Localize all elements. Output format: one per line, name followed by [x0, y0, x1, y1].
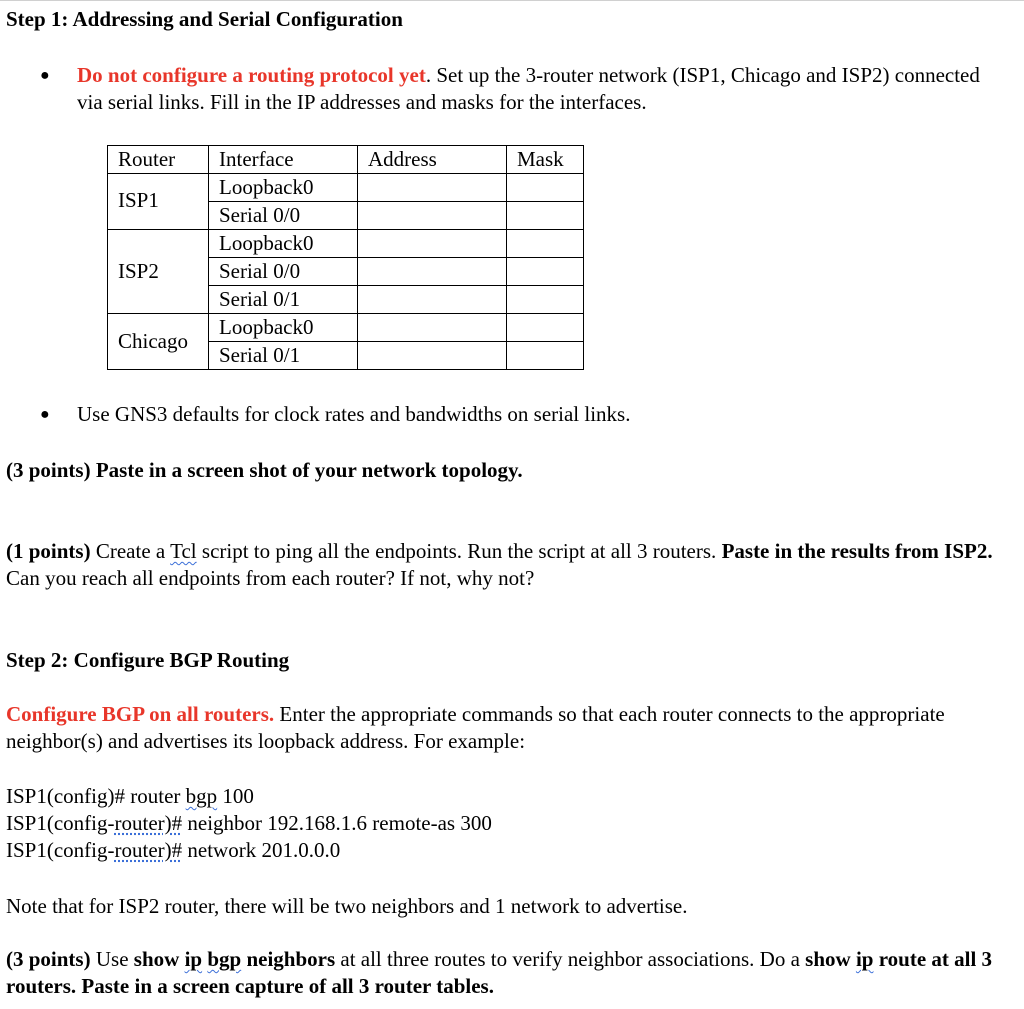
table-row [108, 174, 584, 202]
cmd-text: ISP1(config)# router [6, 784, 186, 808]
command-line [6, 837, 340, 864]
bullet-dot: ● [40, 406, 50, 423]
q3-text: at all three routes to verify neighbor associations. Do a [335, 947, 806, 971]
interface-cell: Serial 0/1 [209, 286, 358, 314]
q3-bold: route at all 3 routers. Paste in a screen capture of all 3 router tables. [6, 947, 993, 998]
isp2-note: Note that for ISP2 router, there will be two neighbors and 1 network to advertise. [6, 894, 688, 918]
q3-bold: show [805, 947, 856, 971]
header-mask: Mask [507, 146, 584, 174]
mask-cell[interactable] [507, 258, 584, 286]
instruction-red-text: Configure BGP on all routers. [6, 702, 275, 726]
cmd-router-word: router)# [114, 811, 183, 835]
header-address: Address [358, 146, 507, 174]
header-interface: Interface [209, 146, 358, 174]
cmd-text: ISP1(config- [6, 838, 115, 862]
interface-table [107, 145, 584, 370]
address-cell[interactable] [358, 342, 507, 370]
step2-intro [6, 701, 1006, 755]
bullet2-text: Use GNS3 defaults for clock rates and bandwidths on serial links. [77, 402, 631, 426]
warning-text: Do not configure a routing protocol yet [77, 63, 426, 87]
mask-cell[interactable] [507, 314, 584, 342]
address-cell[interactable] [358, 286, 507, 314]
question-bgp-neighbors [6, 946, 1006, 1000]
bullet1-text [77, 62, 987, 116]
interface-cell: Loopback0 [209, 230, 358, 258]
mask-cell[interactable] [507, 202, 584, 230]
interface-cell: Loopback0 [209, 174, 358, 202]
q2-text: script to ping all the endpoints. Run the script at all 3 routers. [196, 539, 722, 563]
interface-cell: Serial 0/0 [209, 202, 358, 230]
q2-text: Create a [90, 539, 171, 563]
address-cell[interactable] [358, 174, 507, 202]
question-topology: (3 points) Paste in a screen shot of your network topology. [6, 458, 523, 482]
cmd-router-word: router)# [114, 838, 183, 862]
address-cell[interactable] [358, 314, 507, 342]
table-header-row [108, 146, 584, 174]
mask-cell[interactable] [507, 230, 584, 258]
interface-cell: Serial 0/1 [209, 342, 358, 370]
interface-cell: Loopback0 [209, 314, 358, 342]
router-cell: Chicago [108, 314, 209, 370]
cmd-text: 100 [217, 784, 254, 808]
points-label: (3 points) [6, 947, 91, 971]
interface-cell: Serial 0/0 [209, 258, 358, 286]
router-cell: ISP2 [108, 230, 209, 314]
header-router: Router [108, 146, 209, 174]
mask-cell[interactable] [507, 342, 584, 370]
cmd-bgp-word: bgp [185, 784, 218, 808]
points-label: (1 points) [6, 539, 91, 563]
command-line [6, 810, 492, 837]
q3-bold: show [133, 947, 185, 971]
command-line [6, 783, 254, 810]
q3-ip-word: ip [855, 947, 874, 971]
tcl-word: Tcl [170, 539, 197, 563]
step2-heading: Step 2: Configure BGP Routing [6, 648, 290, 672]
step1-heading: Step 1: Addressing and Serial Configuration [6, 7, 403, 31]
address-cell[interactable] [358, 230, 507, 258]
bullet-dot: ● [40, 67, 50, 84]
table-row [108, 230, 584, 258]
address-cell[interactable] [358, 258, 507, 286]
address-cell[interactable] [358, 202, 507, 230]
router-cell: ISP1 [108, 174, 209, 230]
top-border [0, 0, 1024, 1]
intro-text: Enter the appropriate commands so that each router connects to the appropriate neighbor(s) and advertises its loopback address. For example: [6, 702, 945, 753]
mask-cell[interactable] [507, 286, 584, 314]
q3-bold: neighbors [241, 947, 336, 971]
question-tcl [6, 538, 1006, 592]
q3-bgp-word: bgp [207, 947, 242, 971]
cmd-text: ISP1(config- [6, 811, 115, 835]
q2-text: Can you reach all endpoints from each router? If not, why not? [6, 566, 535, 590]
cmd-text: network 201.0.0.0 [182, 838, 341, 862]
bullet1-rest: . Set up the 3-router network (ISP1, Chicago and ISP2) connected via serial links. Fill in the IP addresses and masks for the interfaces. [77, 63, 980, 114]
q2-bold-text: Paste in the results from ISP2. [721, 539, 993, 563]
table-row [108, 314, 584, 342]
mask-cell[interactable] [507, 174, 584, 202]
cmd-text: neighbor 192.168.1.6 remote-as 300 [182, 811, 492, 835]
q3-ip-word: ip [184, 947, 203, 971]
q3-text: Use [90, 947, 134, 971]
